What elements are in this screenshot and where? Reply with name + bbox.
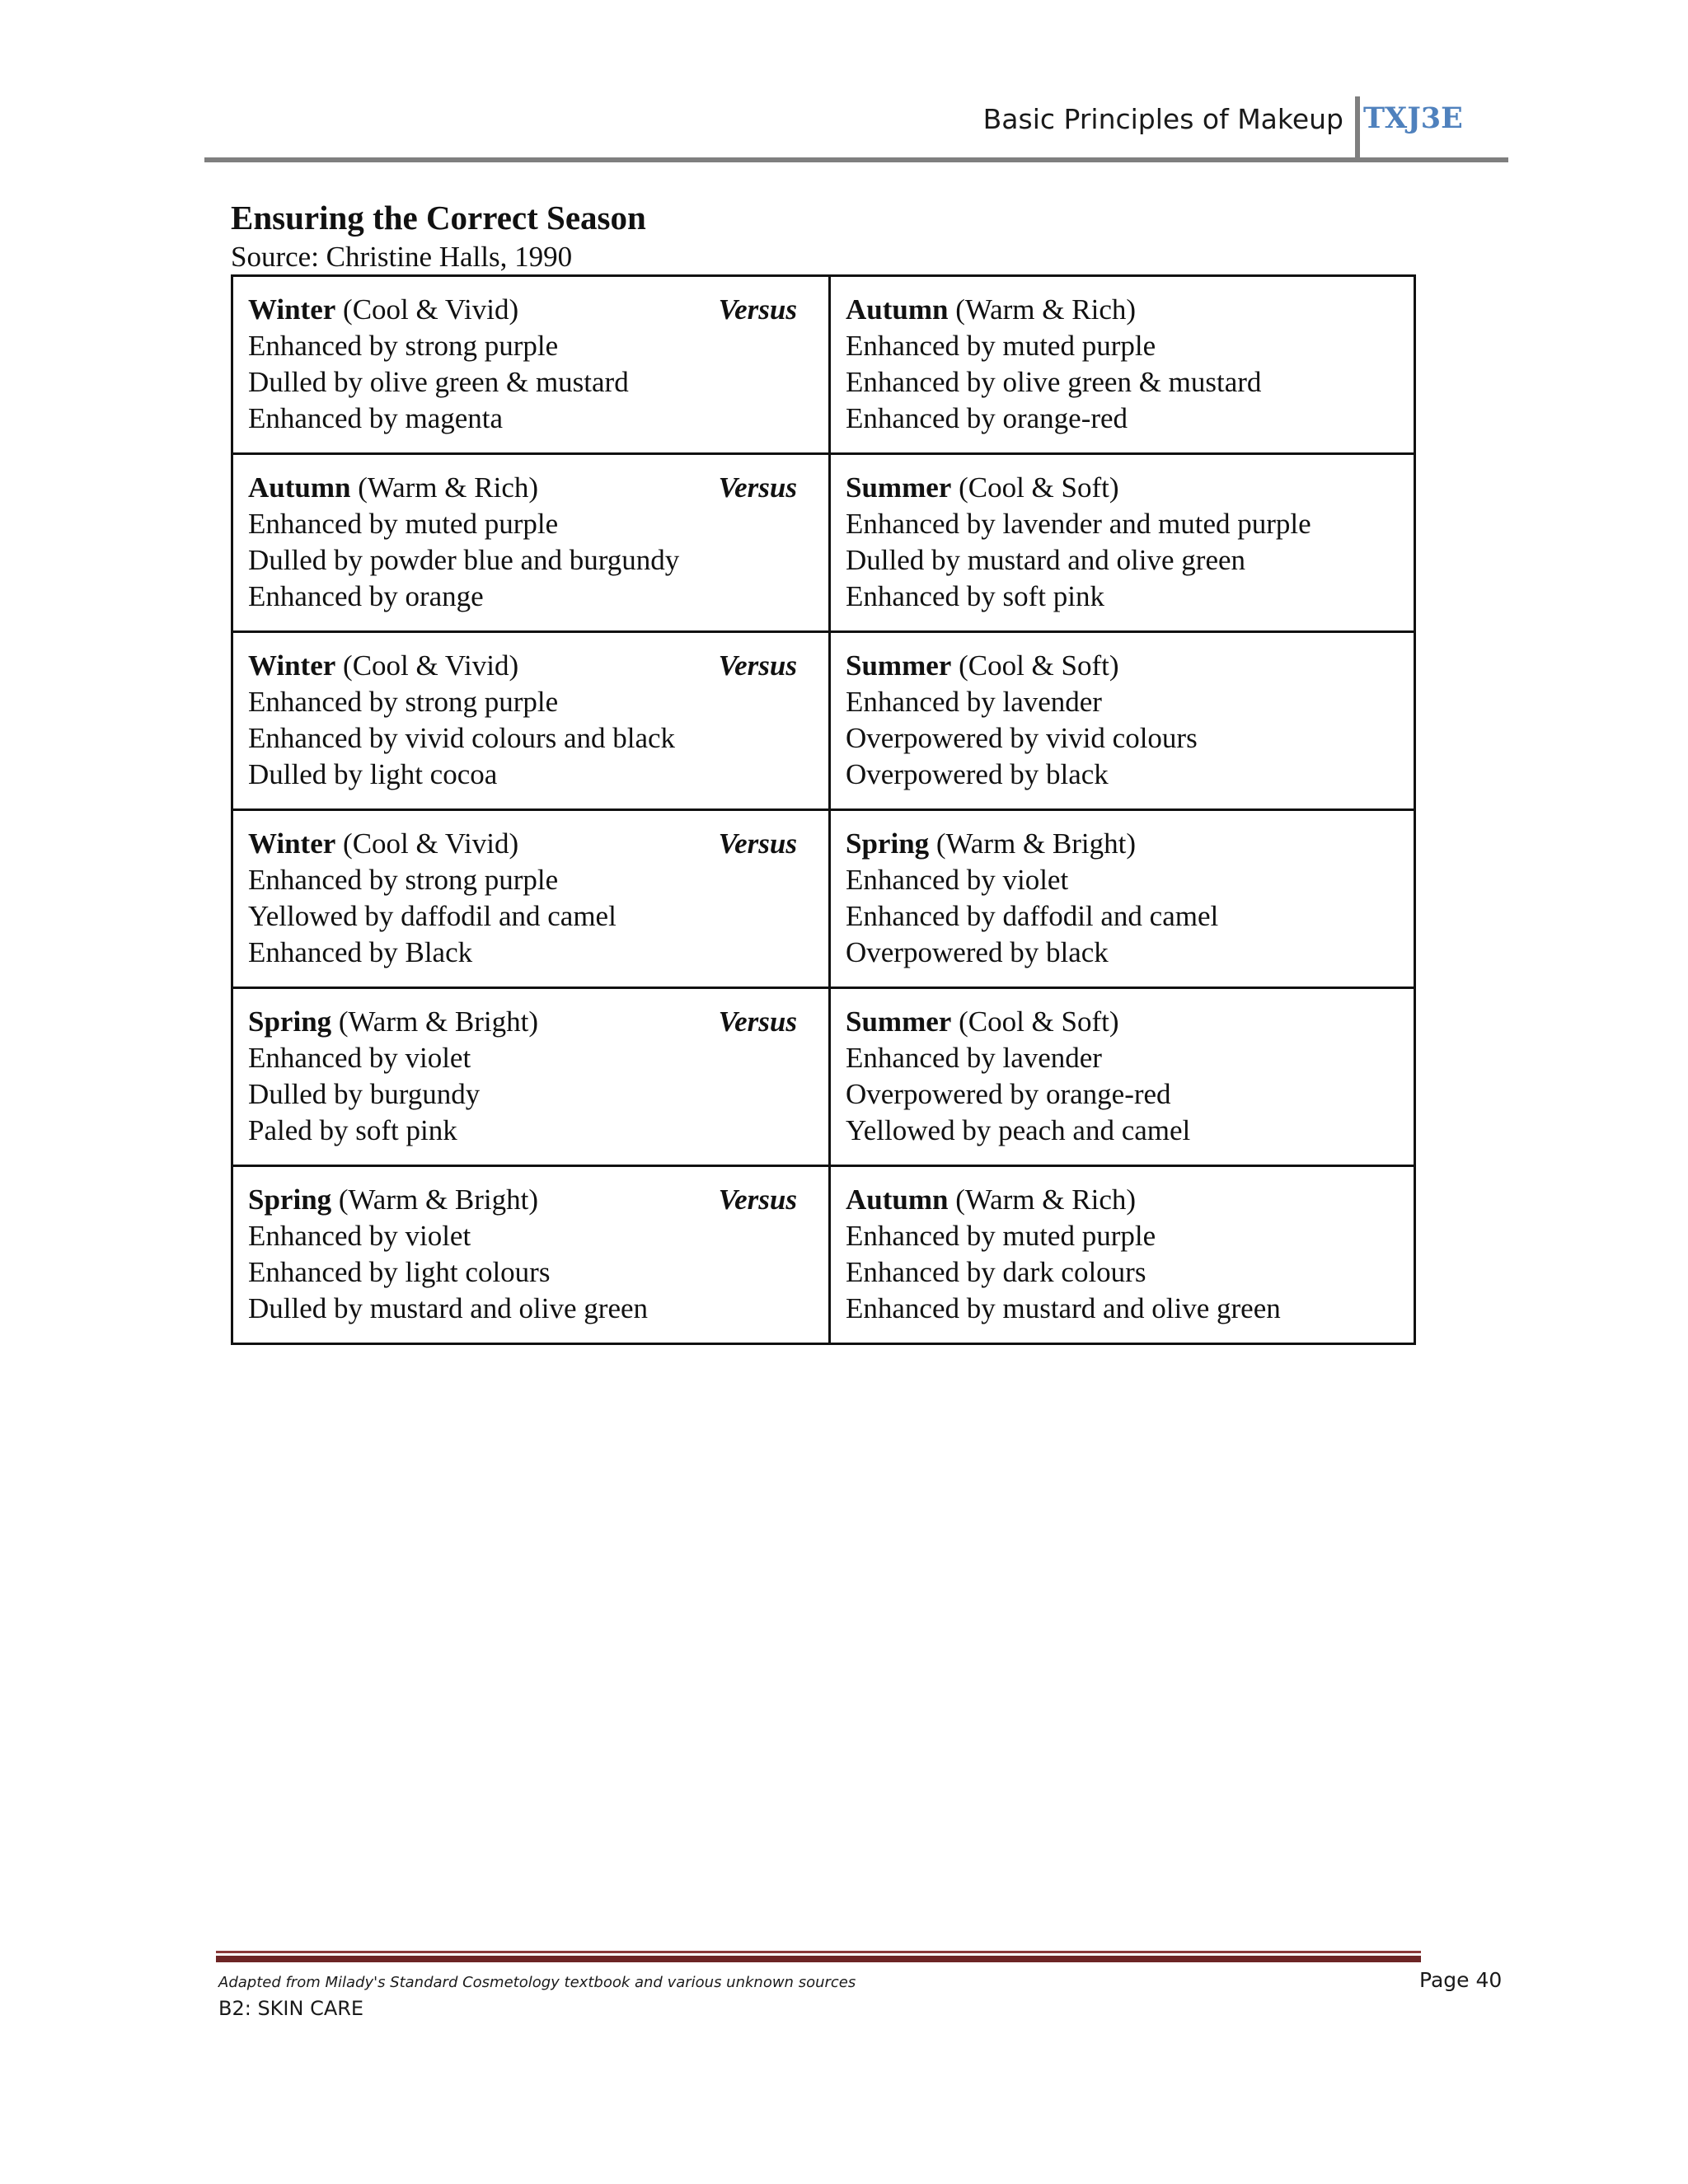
effect-line: Enhanced by lavender bbox=[846, 1042, 1102, 1074]
season-name: Winter bbox=[248, 827, 336, 860]
effect-line: Enhanced by muted purple bbox=[846, 330, 1156, 362]
right-season-cell bbox=[830, 810, 1415, 988]
effect-line: Dulled by powder blue and burgundy bbox=[248, 544, 680, 576]
cell-heading bbox=[846, 826, 1399, 862]
effect-line: Paled by soft pink bbox=[248, 1114, 457, 1146]
season-quality: (Warm & Bright) bbox=[331, 1005, 539, 1038]
effect-line: Dulled by mustard and olive green bbox=[846, 544, 1246, 576]
header-title: Basic Principles of Makeup bbox=[982, 103, 1343, 135]
season-quality: (Warm & Bright) bbox=[331, 1183, 539, 1216]
document-source: Source: Christine Halls, 1990 bbox=[231, 241, 573, 273]
effect-line: Enhanced by muted purple bbox=[248, 508, 559, 540]
cell-heading bbox=[846, 292, 1399, 328]
left-season-cell bbox=[232, 810, 830, 988]
season-quality: (Cool & Soft) bbox=[951, 1005, 1119, 1038]
left-season-cell bbox=[232, 632, 830, 810]
effect-line: Enhanced by light colours bbox=[248, 1256, 551, 1288]
effect-line: Enhanced by mustard and olive green bbox=[846, 1292, 1281, 1324]
table-row bbox=[232, 454, 1415, 632]
footer-rule-thin bbox=[216, 1951, 1421, 1953]
table-row bbox=[232, 810, 1415, 988]
document-title: Ensuring the Correct Season bbox=[231, 199, 646, 237]
cell-heading bbox=[248, 648, 814, 684]
season-quality: (Warm & Bright) bbox=[929, 827, 1137, 860]
season-name: Winter bbox=[248, 649, 336, 682]
effect-line: Enhanced by violet bbox=[846, 864, 1069, 896]
header-separator bbox=[1355, 96, 1360, 161]
cell-heading bbox=[248, 470, 814, 506]
effect-line: Enhanced by violet bbox=[248, 1042, 471, 1074]
season-quality: (Warm & Rich) bbox=[948, 1183, 1137, 1216]
effect-line: Enhanced by Black bbox=[248, 936, 473, 968]
left-season-cell bbox=[232, 1166, 830, 1344]
versus-label: Versus bbox=[718, 1183, 797, 1216]
season-name: Spring bbox=[248, 1005, 332, 1038]
right-season-cell bbox=[830, 276, 1415, 454]
effect-line: Enhanced by strong purple bbox=[248, 864, 559, 896]
footer-rule bbox=[216, 1956, 1421, 1962]
effect-line: Overpowered by orange-red bbox=[846, 1078, 1171, 1110]
effect-line: Enhanced by lavender bbox=[846, 686, 1102, 718]
left-season-cell bbox=[232, 276, 830, 454]
effect-line: Enhanced by dark colours bbox=[846, 1256, 1146, 1288]
effect-line: Enhanced by orange bbox=[248, 580, 484, 612]
effect-line: Enhanced by vivid colours and black bbox=[248, 722, 676, 754]
page-number: Page 40 bbox=[1419, 1968, 1503, 1992]
effect-line: Yellowed by peach and camel bbox=[846, 1114, 1191, 1146]
season-comparison-table bbox=[231, 274, 1416, 1345]
cell-heading bbox=[248, 1004, 814, 1040]
effect-line: Enhanced by muted purple bbox=[846, 1220, 1156, 1252]
cell-heading bbox=[248, 826, 814, 862]
page-header bbox=[204, 95, 1508, 162]
table-row bbox=[232, 988, 1415, 1166]
left-season-cell bbox=[232, 454, 830, 632]
effect-line: Enhanced by olive green & mustard bbox=[846, 366, 1262, 398]
season-name: Autumn bbox=[846, 1183, 949, 1216]
table-row bbox=[232, 276, 1415, 454]
season-name: Spring bbox=[248, 1183, 332, 1216]
effect-line: Dulled by olive green & mustard bbox=[248, 366, 629, 398]
versus-label: Versus bbox=[718, 649, 797, 682]
left-season-cell bbox=[232, 988, 830, 1166]
effect-line: Enhanced by lavender and muted purple bbox=[846, 508, 1311, 540]
effect-line: Overpowered by vivid colours bbox=[846, 722, 1198, 754]
versus-label: Versus bbox=[718, 1005, 797, 1038]
cell-heading bbox=[846, 1004, 1399, 1040]
right-season-cell bbox=[830, 632, 1415, 810]
season-name: Spring bbox=[846, 827, 930, 860]
effect-line: Dulled by burgundy bbox=[248, 1078, 481, 1110]
unit-label: B2: SKIN CARE bbox=[218, 1997, 364, 2020]
effect-line: Enhanced by soft pink bbox=[846, 580, 1104, 612]
season-quality: (Warm & Rich) bbox=[948, 293, 1137, 326]
effect-line: Enhanced by violet bbox=[248, 1220, 471, 1252]
season-quality: (Cool & Vivid) bbox=[335, 827, 519, 860]
cell-heading bbox=[248, 292, 814, 328]
effect-line: Dulled by light cocoa bbox=[248, 758, 498, 790]
course-code: TXJ3E bbox=[1363, 101, 1463, 135]
versus-label: Versus bbox=[718, 827, 797, 860]
cell-heading bbox=[846, 1182, 1399, 1218]
effect-line: Enhanced by daffodil and camel bbox=[846, 900, 1219, 932]
season-name: Autumn bbox=[248, 471, 351, 504]
season-quality: (Cool & Vivid) bbox=[335, 293, 519, 326]
season-quality: (Warm & Rich) bbox=[350, 471, 539, 504]
season-name: Winter bbox=[248, 293, 336, 326]
season-name: Autumn bbox=[846, 293, 949, 326]
effect-line: Enhanced by strong purple bbox=[248, 686, 559, 718]
effect-line: Enhanced by strong purple bbox=[248, 330, 559, 362]
effect-line: Enhanced by orange-red bbox=[846, 402, 1128, 434]
season-quality: (Cool & Vivid) bbox=[335, 649, 519, 682]
season-quality: (Cool & Soft) bbox=[951, 649, 1119, 682]
cell-heading bbox=[846, 648, 1399, 684]
footer-source-note: Adapted from Milady's Standard Cosmetology textbook and various unknown sources bbox=[218, 1974, 856, 1991]
cell-heading bbox=[846, 470, 1399, 506]
season-name: Summer bbox=[846, 649, 952, 682]
table-row bbox=[232, 632, 1415, 810]
effect-line: Dulled by mustard and olive green bbox=[248, 1292, 649, 1324]
cell-heading bbox=[248, 1182, 814, 1218]
versus-label: Versus bbox=[718, 293, 797, 326]
season-name: Summer bbox=[846, 471, 952, 504]
right-season-cell bbox=[830, 454, 1415, 632]
effect-line: Enhanced by magenta bbox=[248, 402, 504, 434]
effect-line: Overpowered by black bbox=[846, 936, 1109, 968]
effect-line: Yellowed by daffodil and camel bbox=[248, 900, 617, 932]
header-rule bbox=[204, 157, 1508, 162]
versus-label: Versus bbox=[718, 471, 797, 504]
effect-line: Overpowered by black bbox=[846, 758, 1109, 790]
season-name: Summer bbox=[846, 1005, 952, 1038]
right-season-cell bbox=[830, 1166, 1415, 1344]
season-quality: (Cool & Soft) bbox=[951, 471, 1119, 504]
table-row bbox=[232, 1166, 1415, 1344]
right-season-cell bbox=[830, 988, 1415, 1166]
